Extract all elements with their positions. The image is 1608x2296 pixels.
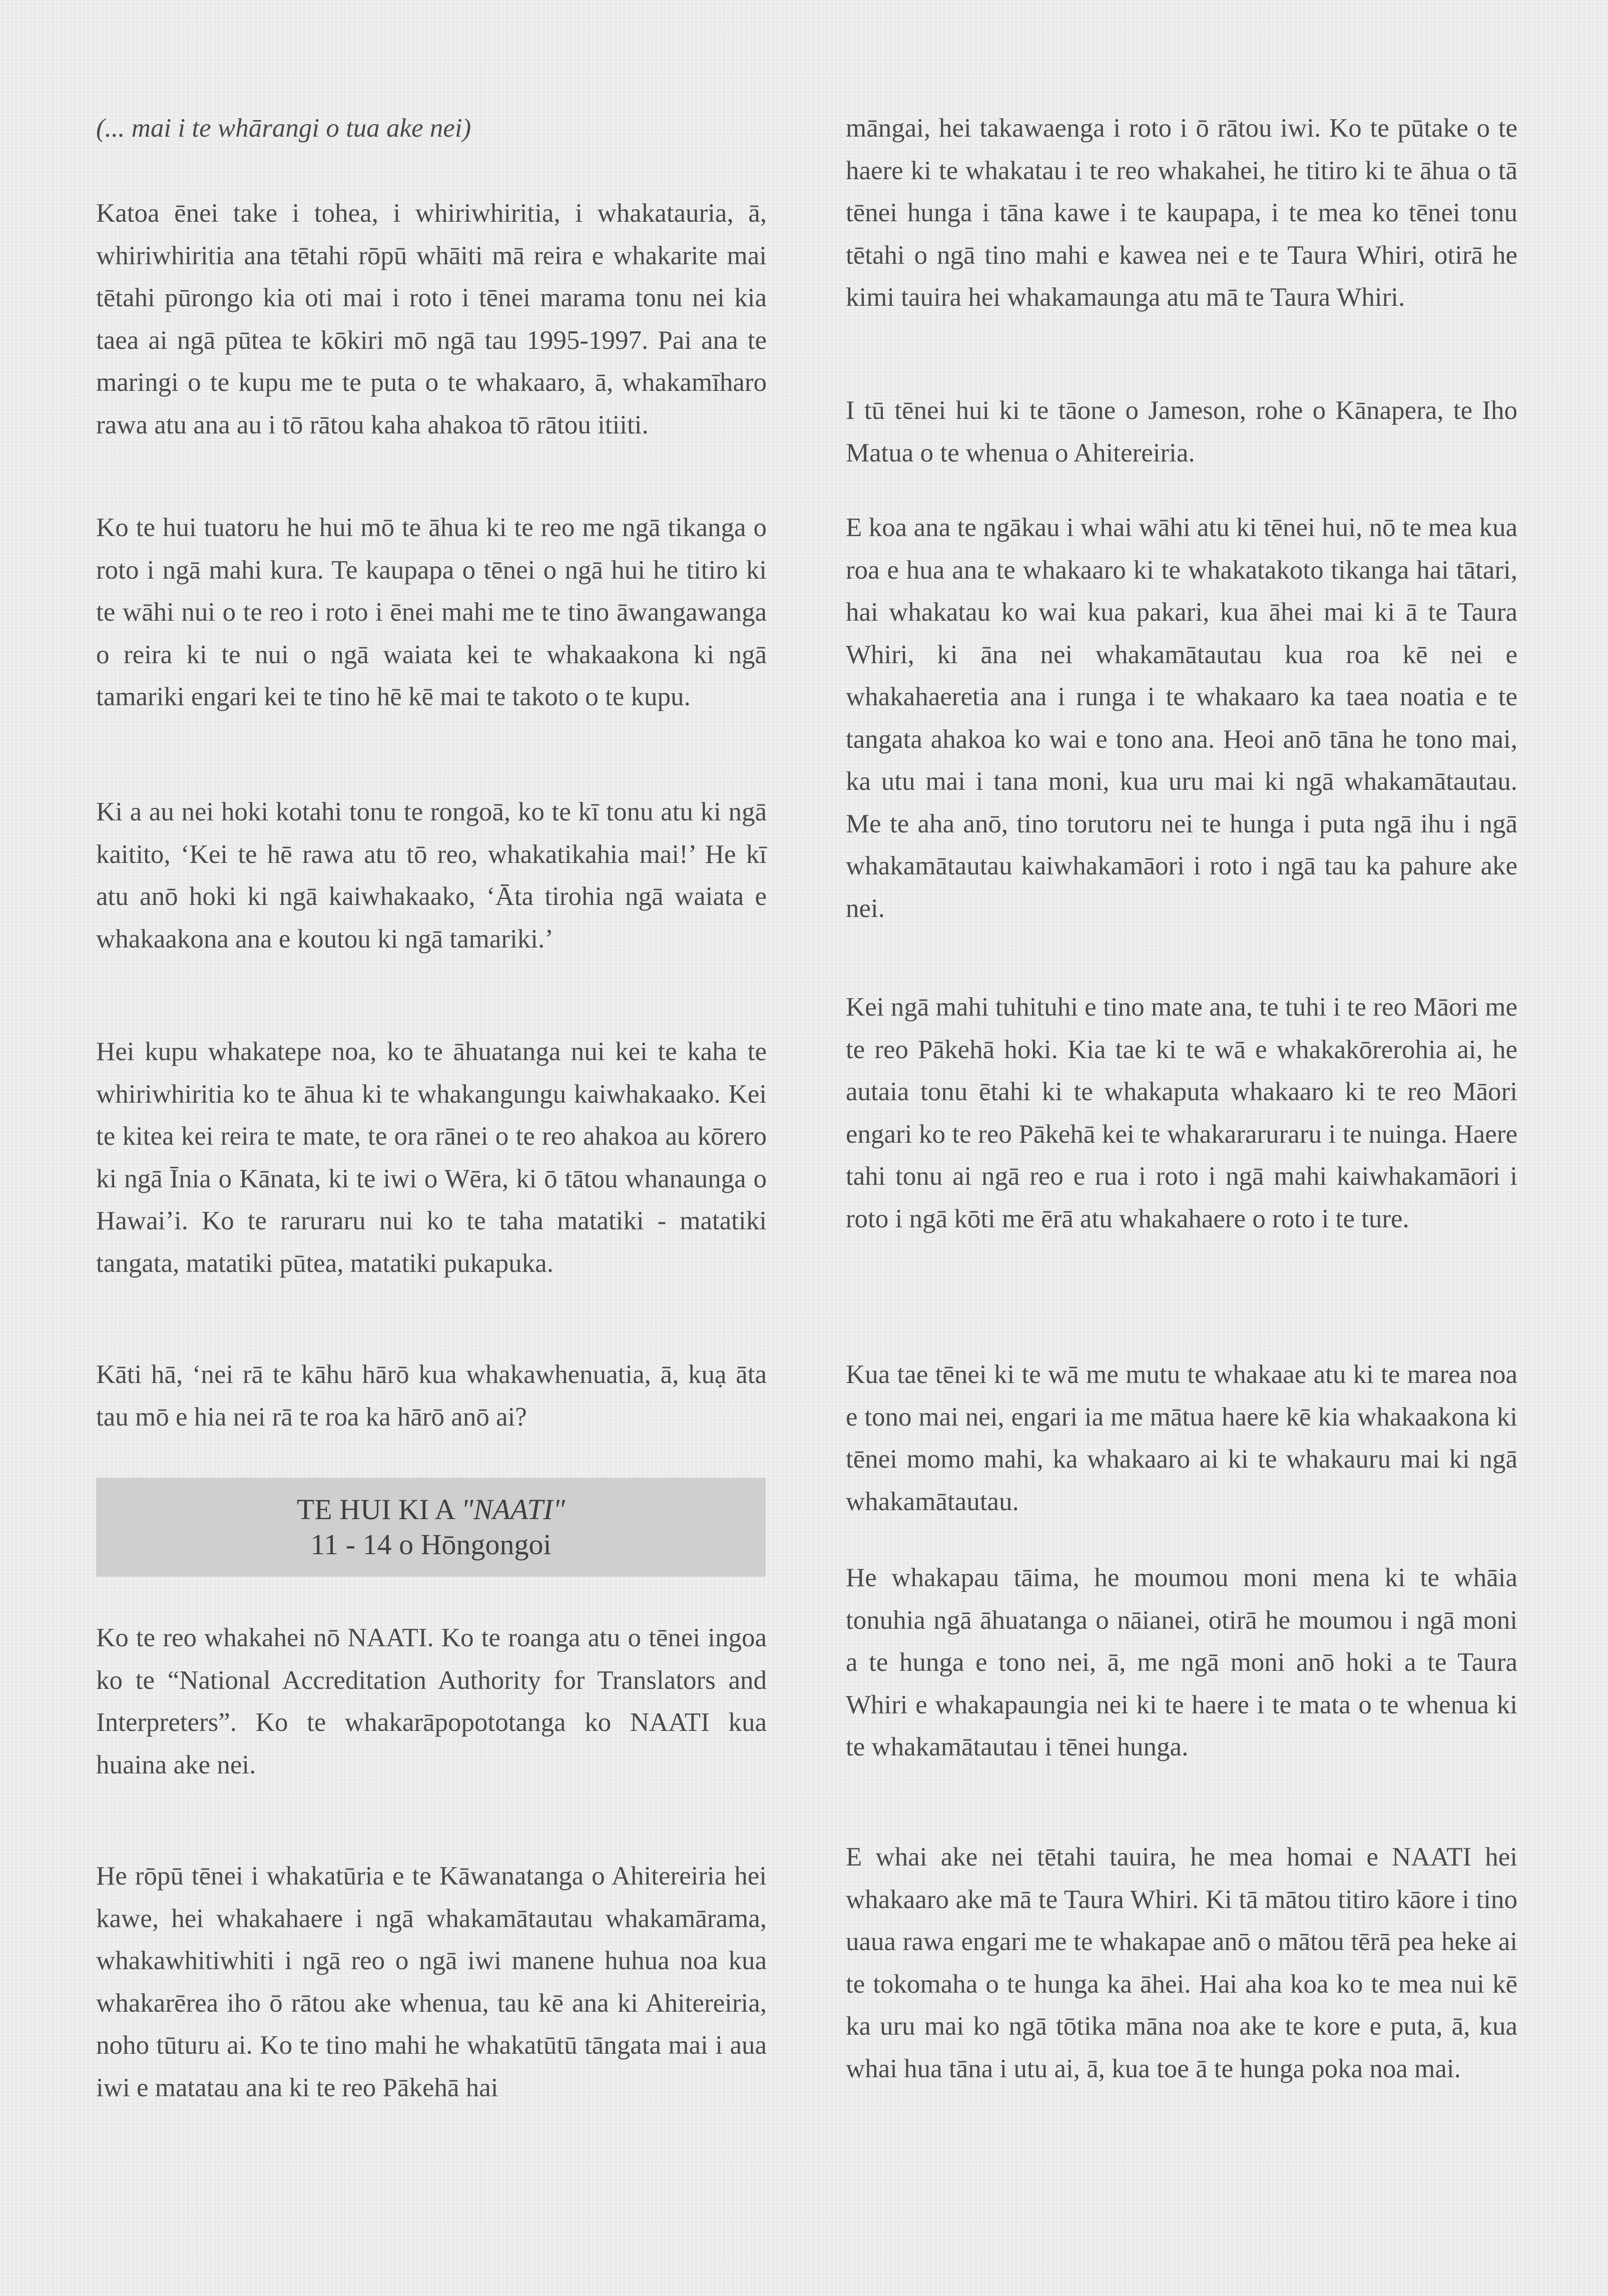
paragraph-right-6: He whakapau tāima, he moumou moni mena ki te whāia tonuhia ngā āhuatanga o nāianei, otirā he moumou i ngā moni a te hunga e tono nei, ā, me ngā moni anō hoki a te Taura Whiri e whakapaungia nei ki te haere i te mata o te whenua ki te whakamātautau i tēnei hunga.	[846, 1563, 1517, 1761]
section-heading	[96, 1478, 766, 1577]
paragraph-right-7: E whai ake nei tētahi tauira, he mea homai e NAATI hei whakaaro ake mā te Taura Whiri. Ki tā mātou titiro kāore i tino uaua rawa engari me te whakapae anō o mātou tērā pea heke ai te tokomaha o te hunga ka āhei. Hai aha koa ko te mea nui kē ka uru mai ko ngā tōtika māna noa ake te kore e puta, ā, kua whai hua tāna i utu ai, ā, kua toe ā te hunga poka noa mai.	[846, 1843, 1517, 2083]
paragraph-left-4: Hei kupu whakatepe noa, ko te āhuatanga nui kei te kaha te whiriwhiritia ko te āhua ki te whakangungu kaiwhakaako. Kei te kitea kei reira te mate, te ora rānei o te reo ahakoa au kōrero ki ngā Īnia o Kānata, ki te iwi o Wēra, ki ō tātou whanaunga o Hawai’i. Ko te raruraru nui ko te taha matatiki - matatiki tangata, matatiki pūtea, matatiki pukapuka.	[96, 1037, 767, 1278]
paragraph-right-1: māngai, hei takawaenga i roto i ō rātou iwi. Ko te pūtake o te haere ki te whakatau i te reo whakahei, he titiro ki te āhua o tā tēnei hunga i tāna kawe i te kaupapa, i te mea ko tēnei tonu tētahi o ngā tino mahi e kawea nei e te Taura Whiri, otirā he kimi tauira hei whakamaunga atu mā te Taura Whiri.	[846, 114, 1517, 312]
heading-title-name: "NAATI"	[461, 1493, 566, 1526]
paragraph-left-5: Kāti hā, ‘nei rā te kāhu hārō kua whakawhenuatia, ā, kuạ āta tau mō e hia nei rā te roa ka hārō anō ai?	[96, 1360, 767, 1432]
continuation-note: (... mai i te whārangi o tua ake nei)	[96, 114, 471, 143]
paragraph-right-5: Kua tae tēnei ki te wā me mutu te whakaae atu ki te marea noa e tono mai nei, engari ia me mātua haere kē kia whakaakona ki tēnei momo mahi, ka whakaaro ai ki te whakauru mai ki ngā whakamātautau.	[846, 1360, 1517, 1516]
paragraph-left-1: Katoa ēnei take i tohea, i whiriwhiritia, i whakatauria, ā, whiriwhiritia ana tētahi rōpū whāiti mā reira e whakarite mai tētahi pūrongo kia oti mai i roto i tēnei marama tonu nei kia taea ai ngā pūtea te kōkiri mō ngā tau 1995-1997. Pai ana te maringi o te kupu me te puta o te whakaaro, ā, whakamīharo rawa atu ana au i tō rātou kaha ahakoa tō rātou itiiti.	[96, 199, 767, 439]
section-heading-title	[96, 1492, 766, 1527]
heading-title-prefix: TE HUI KI A	[296, 1493, 461, 1526]
paragraph-right-3: E koa ana te ngākau i whai wāhi atu ki tēnei hui, nō te mea kua roa e hua ana te whakaaro ki te whakatakoto tikanga hai tātari, hai whakatau ko wai kua pakari, kua āhei mai ki ā te Taura Whiri, ki āna nei whakamātautau kua roa kē nei e whakahaeretia ana i runga i te whakaaro ka taea noatia e te tangata ahakoa ko wai e tono ana. Heoi anō tāna he tono mai, ka utu mai i tana moni, kua uru mai ki ngā whakamātautau. Me te aha anō, tino torutoru nei te hunga i puta ngā ihu i ngā whakamātautau kaiwhakamāori i roto i ngā tau ka pahure ake nei.	[846, 513, 1517, 923]
paragraph-right-2: I tū tēnei hui ki te tāone o Jameson, rohe o Kānapera, te Iho Matua o te whenua o Ahitereiria.	[846, 396, 1517, 468]
paragraph-left-3: Ki a au nei hoki kotahi tonu te rongoā, ko te kī tonu atu ki ngā kaitito, ‘Kei te hē rawa atu tō reo, whakatikahia mai!’ He kī atu anō hoki ki ngā kaiwhakaako, ‘Āta tirohia ngā waiata e whakaakona ana e koutou ki ngā tamariki.’	[96, 797, 767, 954]
paragraph-right-4: Kei ngā mahi tuhituhi e tino mate ana, te tuhi i te reo Māori me te reo Pākehā hoki. Kia tae ki te wā e whakakōrerohia ai, he autaia tonu ētahi ki te whakaputa whakaaro ki te reo Māori engari ko te reo Pākehā kei te whakararuraru i te nuinga. Haere tahi tonu ai ngā reo e rua i roto i ngā mahi kaiwhakamāori i roto i ngā kōti me ērā atu whakahaere o roto i te ture.	[846, 993, 1517, 1233]
section-heading-dates: 11 - 14 o Hōngongoi	[310, 1528, 552, 1561]
paragraph-left-2: Ko te hui tuatoru he hui mō te āhua ki te reo me ngā tikanga o roto i ngā mahi kura. Te kaupapa o tēnei o ngā hui he titiro ki te wāhi nui o te reo i roto i ēnei mahi me te tino āwangawanga o reira ki te nui o ngā waiata kei te whakaakona ki ngā tamariki engari kei te tino hē kē mai te takoto o te kupu.	[96, 513, 767, 711]
paragraph-left-7: He rōpū tēnei i whakatūria e te Kāwanatanga o Ahitereiria hei kawe, hei whakahaere i ngā whakamātautau whakamārama, whakawhitiwhiti i ngā reo o ngā iwi manene huhua noa kua whakarērea iho ō rātou ake whenua, tau kē ana ki Ahitereiria, noho tūturu ai. Ko te tino mahi he whakatūtū tāngata mai i aua iwi e matatau ana ki te reo Pākehā hai	[96, 1862, 767, 2102]
paragraph-left-6: Ko te reo whakahei nō NAATI. Ko te roanga atu o tēnei ingoa ko te “National Accreditation Authority for Translators and Interpreters”. Ko te whakarāpopototanga ko NAATI kua huaina ake nei.	[96, 1623, 767, 1779]
